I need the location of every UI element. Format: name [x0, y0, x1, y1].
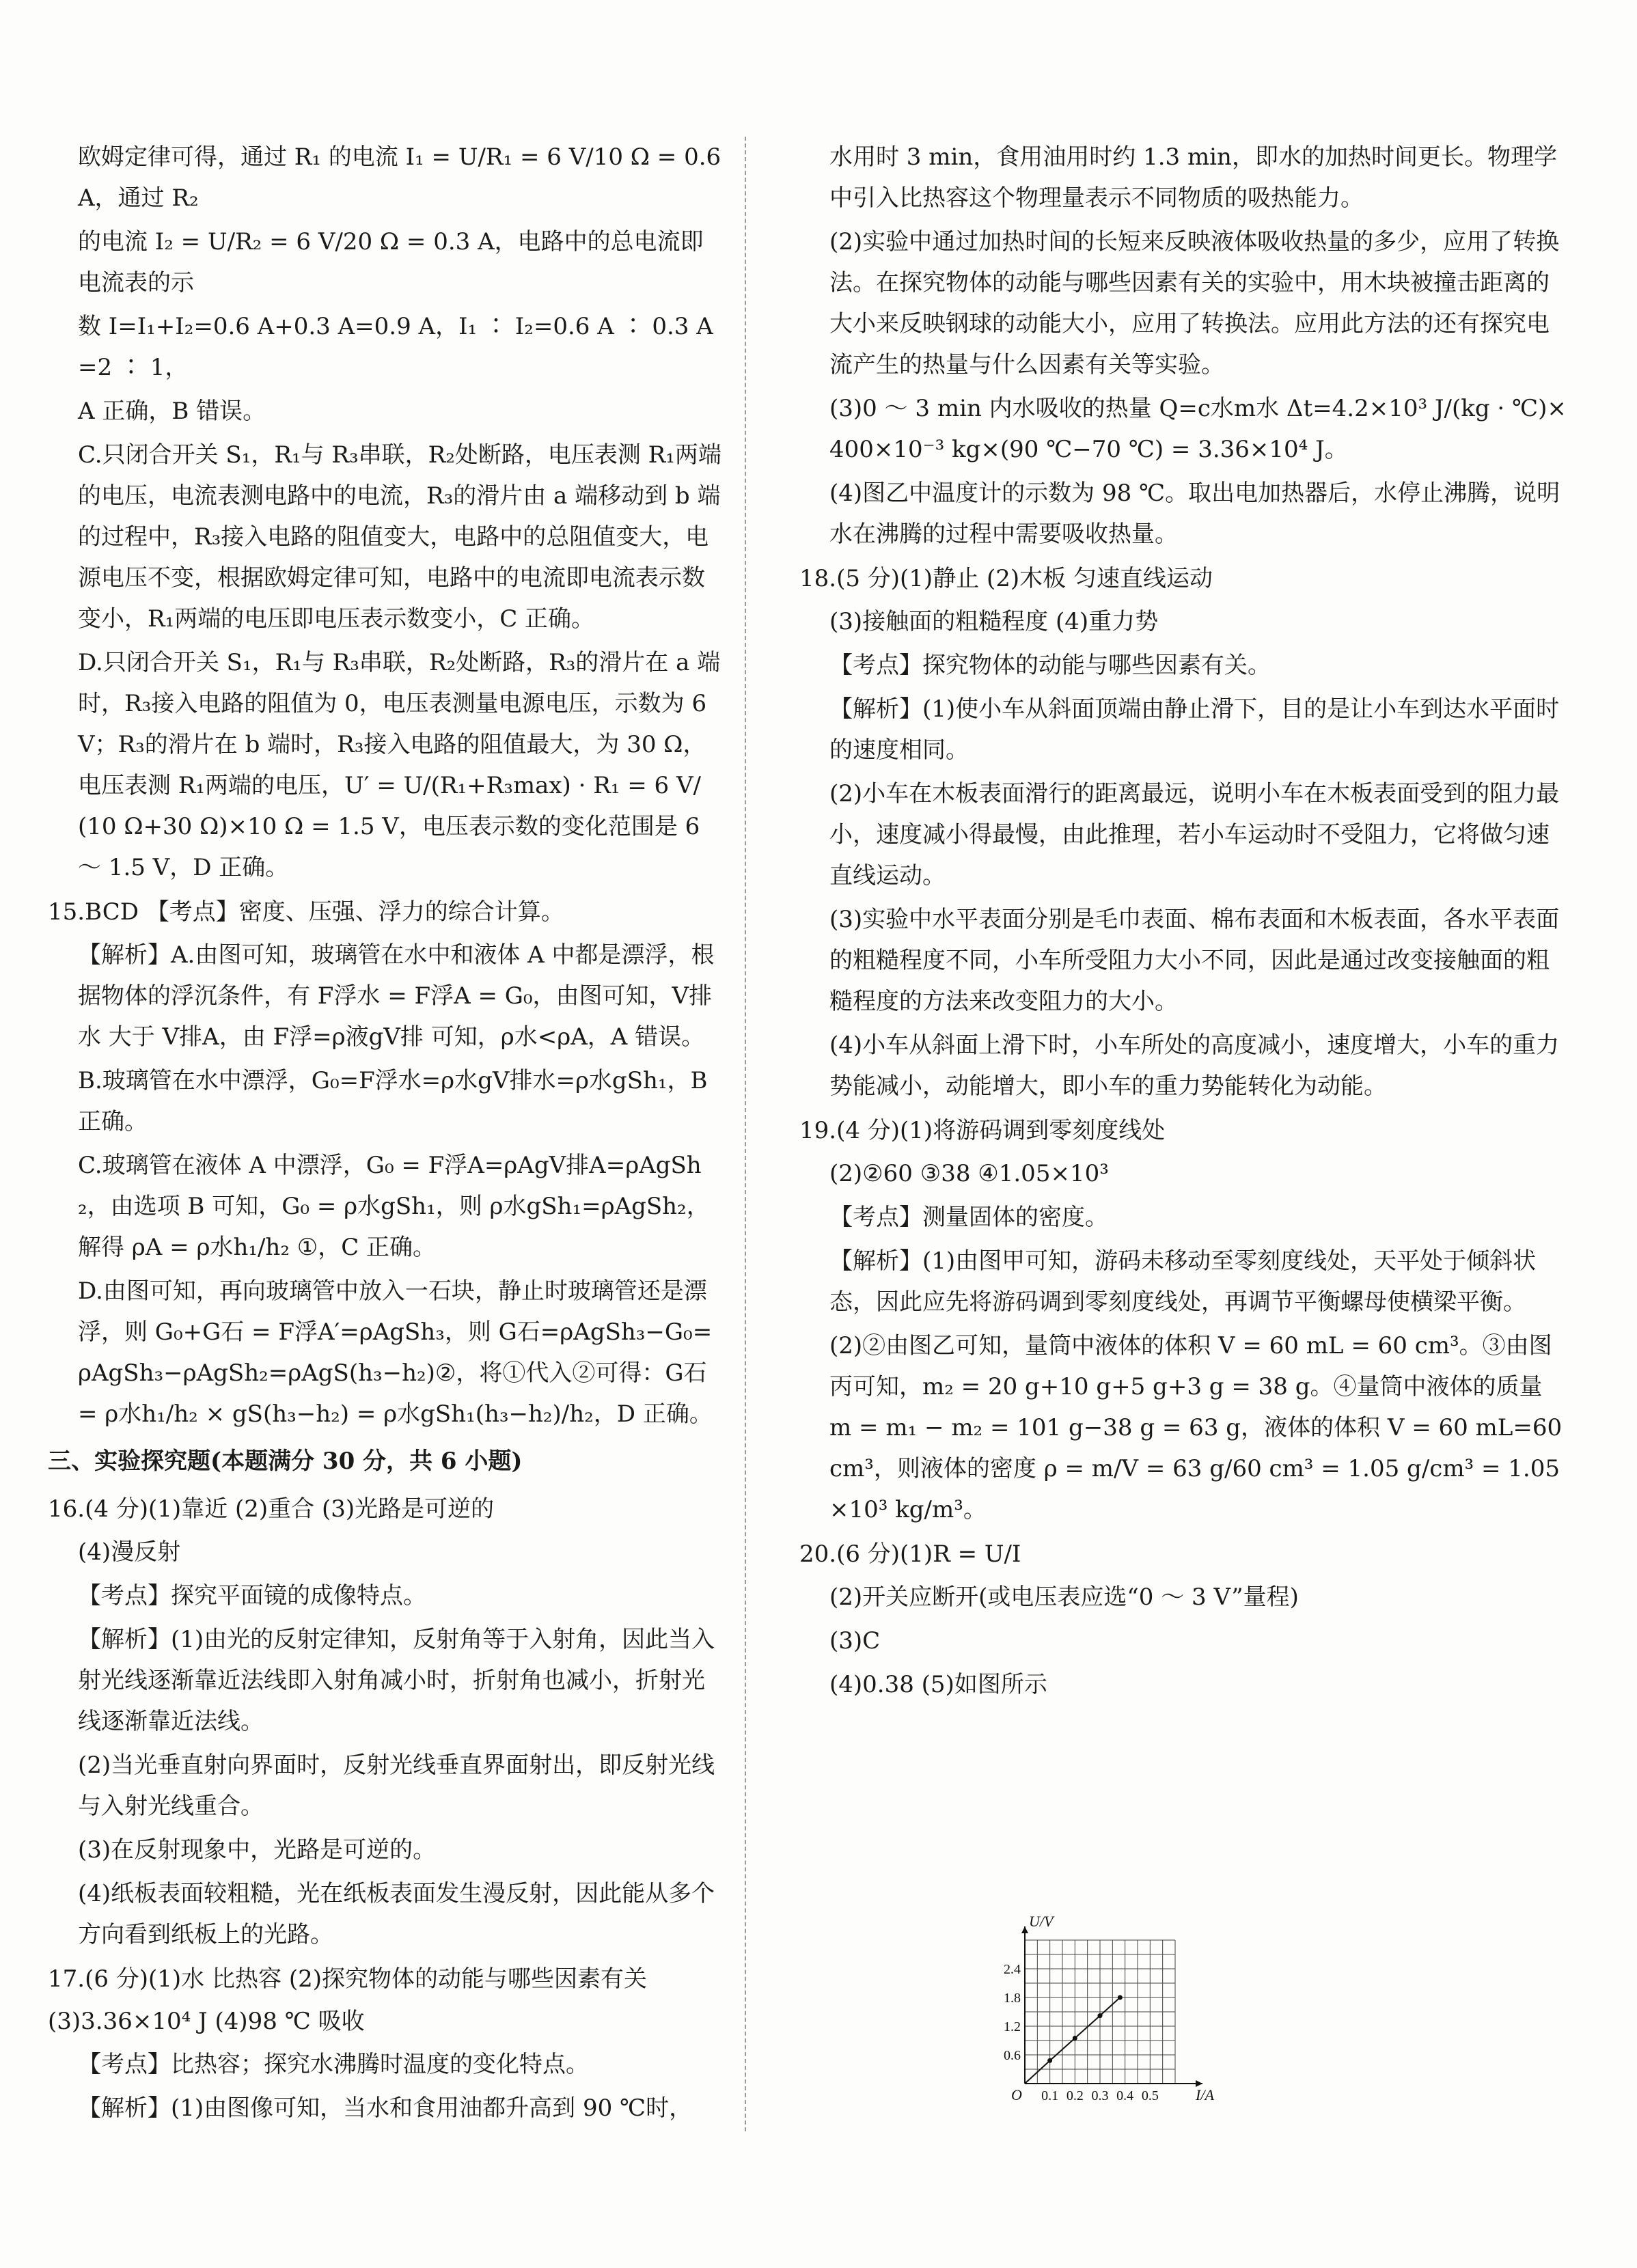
left-para-16: (2)当光垂直射向界面时，反射光线垂直界面射出，即反射光线与入射光线重合。 [78, 1752, 715, 1820]
left-para-8: B.玻璃管在水中漂浮，G₀=F浮水=ρ水gV排水=ρ水gSh₁，B 正确。 [78, 1067, 708, 1135]
x-tick-label: 0.4 [1116, 2088, 1134, 2103]
left-para-13: (4)漫反射 [78, 1538, 181, 1566]
x-tick-label: 0.1 [1041, 2088, 1059, 2103]
left-para-15: 【解析】(1)由光的反射定律知，反射角等于入射角，因此当入射光线逐渐靠近法线即入射角减小时，折射角也减小，折射光线逐渐靠近法线。 [78, 1626, 715, 1735]
left-para-9: C.玻璃管在液体 A 中漂浮，G₀ = F浮A=ρAgV排A=ρAgSh₂，由选项 B 可知，G₀ = ρ水gSh₁，则 ρ水gSh₁=ρAgSh₂，解得 ρA = ρ水h₁/h₂ ①，C 正确。 [78, 1152, 710, 1261]
left-para-18: (4)纸板表面较粗糙，光在纸板表面发生漫反射，因此能从多个方向看到纸板上的光路。 [78, 1880, 715, 1948]
left-para-1: 的电流 I₂ = U/R₂ = 6 V/20 Ω = 0.3 A，电路中的总电流即电流表的示 [78, 228, 704, 296]
right-q-11: 19.(4 分)(1)将游码调到零刻度线处 [799, 1117, 1166, 1144]
x-tick-label: 0.5 [1141, 2088, 1159, 2103]
data-point [1118, 1995, 1123, 2000]
x-axis-label: I/A [1196, 2086, 1214, 2103]
right-para-9: (3)实验中水平表面分别是毛巾表面、棉布表面和木板表面，各水平表面的粗糙程度不同，小车所受阻力大小不同，因此是通过改变接触面的粗糙程度的方法来改变阻力的大小。 [829, 906, 1560, 1015]
right-q-16: 20.(6 分)(1)R = U/I [799, 1540, 1021, 1568]
right-para-14: 【解析】(1)由图甲可知，游码未移动至零刻度线处，天平处于倾斜状态，因此应先将游码调到零刻度线处，再调节平衡螺母使横梁平衡。 [829, 1247, 1537, 1316]
right-para-18: (3)C [829, 1627, 881, 1655]
left-q-12: 16.(4 分)(1)靠近 (2)重合 (3)光路是可逆的 [48, 1495, 495, 1523]
right-para-1: (2)实验中通过加热时间的长短来反映液体吸收热量的多少，应用了转换法。在探究物体的动能与哪些因素有关的实验中，用木块被撞击距离的大小来反映钢球的动能大小，应用了转换法。应用此方法的还有探究电流产生的热量与什么因素有关等实验。 [829, 228, 1560, 378]
right-para-2: (3)0 ～ 3 min 内水吸收的热量 Q=c水m水 Δt=4.2×10³ J/(kg · ℃)×400×10⁻³ kg×(90 ℃−70 ℃) = 3.36×10⁴ J。 [829, 395, 1567, 463]
right-para-17: (2)开关应断开(或电压表应选“0 ～ 3 V”量程) [829, 1584, 1299, 1611]
ui-graph [984, 1913, 1230, 2118]
left-para-2: 数 I=I₁+I₂=0.6 A+0.3 A=0.9 A，I₁ ∶ I₂=0.6 A ∶ 0.3 A=2 ∶ 1， [78, 313, 713, 381]
ui-graph-svg [984, 1913, 1230, 2118]
right-para-8: (2)小车在木板表面滑行的距离最远，说明小车在木板表面受到的阻力最小，速度减小得最慢，由此推理，若小车运动时不受阻力，它将做匀速直线运动。 [829, 780, 1560, 889]
left-para-3: A 正确，B 错误。 [78, 398, 266, 425]
right-column [799, 137, 1571, 1708]
left-para-21: 【解析】(1)由图像可知，当水和食用油都升高到 90 ℃时， [78, 2094, 693, 2122]
x-tick-label: 0.3 [1091, 2088, 1109, 2103]
right-para-6: 【考点】探究物体的动能与哪些因素有关。 [829, 652, 1271, 679]
left-para-5: D.只闭合开关 S₁，R₁与 R₃串联，R₂处断路，R₃的滑片在 a 端时，R₃接入电路的阻值为 0，电压表测量电源电压，示数为 6 V；R₃的滑片在 b 端时，R₃接入电路的阻值最大，为 30 Ω，电压表测 R₁两端的电压，U′ = U/(R₁+R₃max) · R₁ = 6 V/(10 Ω+30 Ω)×10 Ω = 1.5 V，电压表示数的变化范围是 6 ～ 1.5 V，D 正确。 [78, 649, 721, 881]
left-para-14: 【考点】探究平面镜的成像特点。 [78, 1582, 426, 1609]
right-para-12: (2)②60 ③38 ④1.05×10³ [829, 1160, 1109, 1187]
y-axis-arrow [1021, 1926, 1028, 1933]
left-heading-11: 三、实验探究题(本题满分 30 分，共 6 小题) [48, 1448, 523, 1475]
left-para-17: (3)在反射现象中，光路是可逆的。 [78, 1836, 437, 1864]
y-axis-label: U/V [1029, 1913, 1054, 1930]
left-q-6: 15.BCD 【考点】密度、压强、浮力的综合计算。 [48, 898, 564, 926]
y-tick-label: 1.2 [1004, 2019, 1021, 2034]
right-q-4: 18.(5 分)(1)静止 (2)木板 匀速直线运动 [799, 565, 1213, 592]
right-para-19: (4)0.38 (5)如图所示 [829, 1671, 1047, 1698]
right-para-5: (3)接触面的粗糙程度 (4)重力势 [829, 608, 1159, 635]
left-q-19: 17.(6 分)(1)水 比热容 (2)探究物体的动能与哪些因素有关 (3)3.36×10⁴ J (4)98 ℃ 吸收 [48, 1965, 647, 2035]
right-para-7: 【解析】(1)使小车从斜面顶端由静止滑下，目的是让小车到达水平面时的速度相同。 [829, 695, 1560, 764]
data-point [1098, 2013, 1103, 2018]
left-para-4: C.只闭合开关 S₁，R₁与 R₃串联，R₂处断路，电压表测 R₁两端的电压，电流表测电路中的电流，R₃的滑片由 a 端移动到 b 端的过程中，R₃接入电路的阻值变大，电路中的总阻值变大，电源电压不变，根据欧姆定律可知，电路中的电流即电流表示数变小，R₁两端的电压即电压表示数变小，C 正确。 [78, 441, 721, 633]
right-para-0: 水用时 3 min，食用油用时约 1.3 min，即水的加热时间更长。物理学中引入比热容这个物理量表示不同物质的吸热能力。 [829, 143, 1557, 212]
left-column [48, 137, 724, 2131]
right-para-10: (4)小车从斜面上滑下时，小车所处的高度减小，速度增大，小车的重力势能减小，动能增大，即小车的重力势能转化为动能。 [829, 1032, 1560, 1100]
left-para-0: 欧姆定律可得，通过 R₁ 的电流 I₁ = U/R₁ = 6 V/10 Ω = 0.6 A，通过 R₂ [78, 143, 721, 212]
left-para-7: 【解析】A.由图可知，玻璃管在水中和液体 A 中都是漂浮，根据物体的浮沉条件，有 F浮水 = F浮A = G₀，由图可知，V排水 大于 V排A，由 F浮=ρ液gV排 可知，ρ水<ρA，A 错误。 [78, 941, 715, 1051]
right-para-15: (2)②由图乙可知，量筒中液体的体积 V = 60 mL = 60 cm³。③由图丙可知，m₂ = 20 g+10 g+5 g+3 g = 38 g。④量筒中液体的质量 m = m₁ − m₂ = 101 g−38 g = 63 g，液体的体积 V = 60 mL=60 cm³，则液体的密度 ρ = m/V = 63 g/60 cm³ = 1.05 g/cm³ = 1.05×10³ kg/m³。 [829, 1332, 1563, 1523]
origin-label: O [1011, 2086, 1022, 2103]
y-tick-label: 1.8 [1004, 1991, 1021, 2006]
data-point [1047, 2058, 1052, 2063]
right-para-13: 【考点】测量固体的密度。 [829, 1204, 1108, 1231]
left-para-10: D.由图可知，再向玻璃管中放入一石块，静止时玻璃管还是漂浮，则 G₀+G石 = F浮A′=ρAgSh₃，则 G石=ρAgSh₃−G₀=ρAgSh₃−ρAgSh₂=ρAgS(h₃−h₂)②，将①代入②可得：G石 = ρ水h₁/h₂ × gS(h₃−h₂) = ρ水gSh₁(h₃−h₂)/h₂，D 正确。 [78, 1277, 713, 1428]
right-para-3: (4)图乙中温度计的示数为 98 ℃。取出电加热器后，水停止沸腾，说明水在沸腾的过程中需要吸收热量。 [829, 480, 1560, 548]
left-para-20: 【考点】比热容；探究水沸腾时温度的变化特点。 [78, 2051, 589, 2078]
column-divider [745, 137, 746, 2131]
data-point [1073, 2036, 1077, 2041]
y-tick-label: 2.4 [1004, 1962, 1021, 1977]
x-tick-label: 0.2 [1066, 2088, 1084, 2103]
y-tick-label: 0.6 [1004, 2048, 1021, 2063]
